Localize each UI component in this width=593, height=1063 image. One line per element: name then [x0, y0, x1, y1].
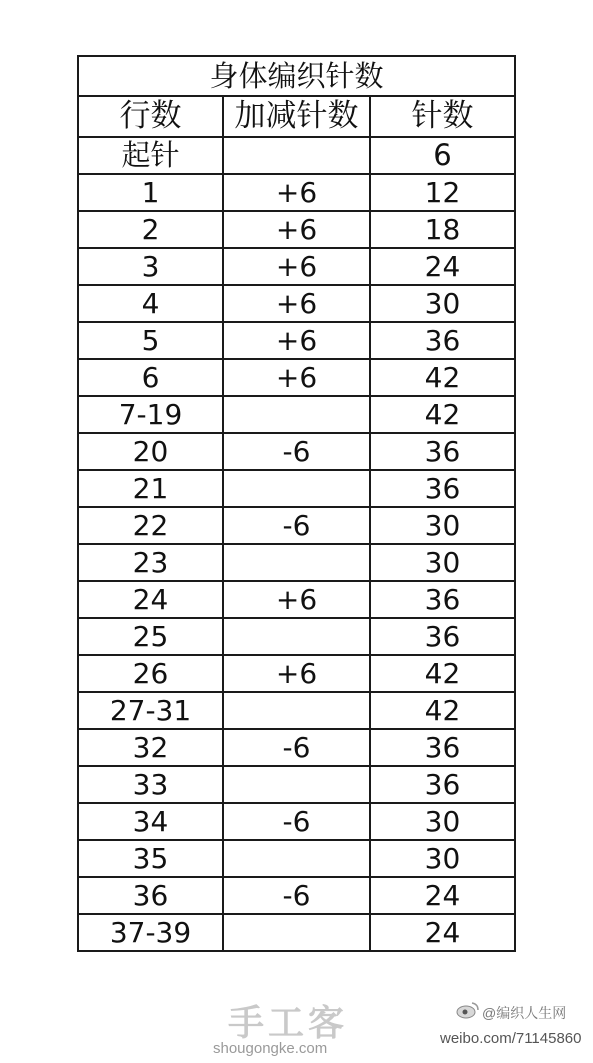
table-row	[78, 618, 515, 655]
row-count-cell: 26	[78, 655, 223, 692]
table-row	[78, 840, 515, 877]
stitch-count-cell: 24	[370, 248, 515, 285]
table-row	[78, 692, 515, 729]
stitch-change-cell: +6	[223, 359, 370, 396]
header-stitch-change: 加减针数	[223, 96, 370, 137]
stitch-count-cell: 6	[370, 137, 515, 174]
stitch-change-cell	[223, 914, 370, 951]
row-count-cell: 23	[78, 544, 223, 581]
knitting-table-container	[77, 55, 514, 952]
stitch-count-cell: 42	[370, 396, 515, 433]
table-row	[78, 470, 515, 507]
row-count-cell: 2	[78, 211, 223, 248]
knitting-stitch-table	[77, 55, 516, 952]
stitch-change-cell: +6	[223, 174, 370, 211]
stitch-change-cell	[223, 137, 370, 174]
table-row	[78, 729, 515, 766]
stitch-count-cell: 36	[370, 581, 515, 618]
shougongke-site: shougongke.com	[213, 1040, 328, 1057]
table-body	[78, 137, 515, 951]
row-count-cell: 6	[78, 359, 223, 396]
stitch-count-cell: 36	[370, 322, 515, 359]
row-count-cell: 35	[78, 840, 223, 877]
stitch-change-cell: +6	[223, 322, 370, 359]
stitch-count-cell: 12	[370, 174, 515, 211]
stitch-count-cell: 30	[370, 803, 515, 840]
stitch-count-cell: 42	[370, 655, 515, 692]
table-row	[78, 285, 515, 322]
stitch-change-cell: +6	[223, 285, 370, 322]
stitch-change-cell	[223, 840, 370, 877]
stitch-count-cell: 42	[370, 692, 515, 729]
footer-watermarks	[0, 995, 593, 1063]
row-count-cell: 1	[78, 174, 223, 211]
table-row	[78, 433, 515, 470]
stitch-change-cell: -6	[223, 507, 370, 544]
table-row	[78, 507, 515, 544]
weibo-account-name: @编织人生网	[482, 1005, 567, 1021]
table-row	[78, 322, 515, 359]
stitch-change-cell: +6	[223, 211, 370, 248]
stitch-count-cell: 36	[370, 618, 515, 655]
stitch-count-cell: 30	[370, 507, 515, 544]
row-count-cell: 32	[78, 729, 223, 766]
row-count-cell: 27-31	[78, 692, 223, 729]
stitch-change-cell: -6	[223, 729, 370, 766]
stitch-change-cell: -6	[223, 433, 370, 470]
stitch-count-cell: 18	[370, 211, 515, 248]
table-row	[78, 581, 515, 618]
row-count-cell: 7-19	[78, 396, 223, 433]
table-row	[78, 396, 515, 433]
table-row	[78, 248, 515, 285]
stitch-count-cell: 42	[370, 359, 515, 396]
stitch-count-cell: 30	[370, 544, 515, 581]
stitch-count-cell: 36	[370, 766, 515, 803]
stitch-count-cell: 36	[370, 433, 515, 470]
stitch-change-cell	[223, 396, 370, 433]
weibo-url: weibo.com/71145860	[440, 1030, 582, 1047]
stitch-change-cell	[223, 618, 370, 655]
row-count-cell: 25	[78, 618, 223, 655]
row-count-cell: 5	[78, 322, 223, 359]
row-count-cell: 34	[78, 803, 223, 840]
stitch-change-cell: -6	[223, 803, 370, 840]
row-count-cell: 36	[78, 877, 223, 914]
table-header-row	[78, 96, 515, 137]
table-row	[78, 877, 515, 914]
stitch-change-cell: -6	[223, 877, 370, 914]
stitch-count-cell: 36	[370, 470, 515, 507]
table-row	[78, 655, 515, 692]
table-title-row	[78, 56, 515, 96]
stitch-change-cell: +6	[223, 248, 370, 285]
table-row	[78, 766, 515, 803]
row-count-cell: 37-39	[78, 914, 223, 951]
stitch-count-cell: 24	[370, 914, 515, 951]
stitch-change-cell: +6	[223, 655, 370, 692]
row-count-cell: 24	[78, 581, 223, 618]
row-count-cell: 22	[78, 507, 223, 544]
row-count-cell: 33	[78, 766, 223, 803]
shougongke-logo: 手工客	[228, 1002, 349, 1044]
row-count-cell: 3	[78, 248, 223, 285]
table-row	[78, 914, 515, 951]
row-count-cell: 20	[78, 433, 223, 470]
table-row	[78, 359, 515, 396]
weibo-icon	[456, 1001, 480, 1019]
stitch-change-cell: +6	[223, 581, 370, 618]
stitch-change-cell	[223, 470, 370, 507]
stitch-change-cell	[223, 692, 370, 729]
row-count-cell: 起针	[78, 137, 223, 174]
header-row-count: 行数	[78, 96, 223, 137]
row-count-cell: 21	[78, 470, 223, 507]
table-title: 身体编织针数	[78, 56, 515, 96]
stitch-change-cell	[223, 544, 370, 581]
row-count-cell: 4	[78, 285, 223, 322]
table-row	[78, 544, 515, 581]
table-row	[78, 803, 515, 840]
header-stitch-count: 针数	[370, 96, 515, 137]
stitch-count-cell: 30	[370, 285, 515, 322]
table-row	[78, 174, 515, 211]
stitch-change-cell	[223, 766, 370, 803]
table-row	[78, 137, 515, 174]
stitch-count-cell: 30	[370, 840, 515, 877]
table-row	[78, 211, 515, 248]
stitch-count-cell: 24	[370, 877, 515, 914]
stitch-count-cell: 36	[370, 729, 515, 766]
